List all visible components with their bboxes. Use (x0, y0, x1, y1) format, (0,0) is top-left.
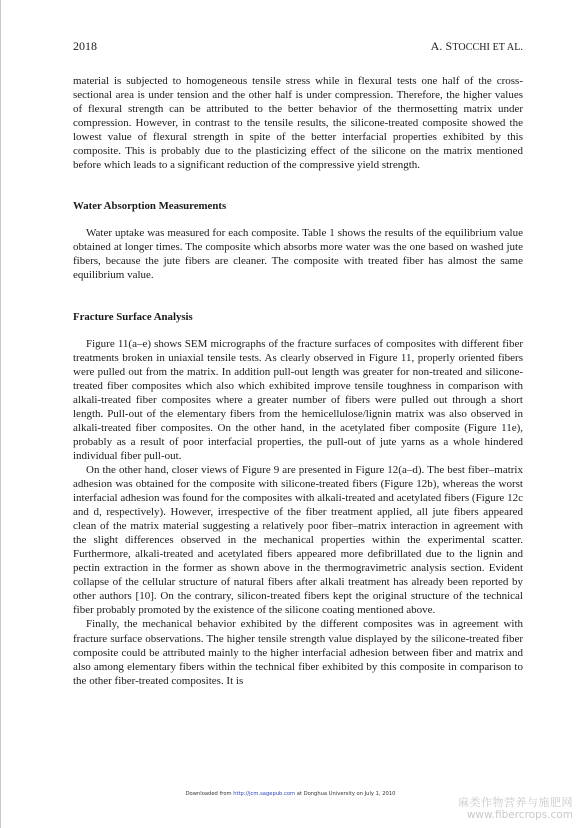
watermark-chinese: 麻类作物营养与施肥网 (458, 796, 573, 809)
watermark-url: www.fibercrops.com (466, 809, 573, 821)
running-author-initial: A. S (430, 39, 453, 53)
paragraph-fracture-2: On the other hand, closer views of Figure 9 are presented in Figure 12(a–d). The best fiber–matrix adhesion was obtained for the composite with silicone-treated fibers (Figure 12b), whereas the worst interfacial adhesion was found for the composites with alkali-treated and acetylated fibers (Figure 12c and d, respectively). However, irrespective of the fiber treatment applied, all jute fibers appeared clean of the matrix material suggesting a relatively poor fiber–matrix interaction in agreement with the slight differences observed in the mechanical properties within the experimental scatter. Furthermore, alkali-treated and acetylated fibers appeared more defibrillated due to the lignin and pectin extraction in the former as shown above in the thermogravimetric analysis section. Evident collapse of the cellular structure of natural fibers after alkali treatment has already been reported by other authors [10]. On the contrary, silicon-treated fibers kept the original structure of the technical fiber probably promoted by the existence of the silicone coating mentioned above. (73, 463, 523, 617)
article-body (73, 74, 523, 688)
watermark (433, 797, 573, 821)
page-edge (0, 0, 1, 828)
paragraph-water-absorption: Water uptake was measured for each composite. Table 1 shows the results of the equilibrium value obtained at longer times. The composite which absorbs more water was the one based on washed jute fibers, because the jute fibers are cleaner. The composite with treated fiber has almost the same equilibrium value. (73, 227, 523, 282)
paragraph-intro: material is subjected to homogeneous tensile stress while in flexural tests one half of the cross-sectional area is under tension and the other half is under compression. Therefore, the higher values of flexural strength can be attributed to the better behavior of the thermosetting matrix under compression. However, in contrast to the tensile results, the silicone-treated composite showed the lowest value of flexural strength in spite of the better interfacial properties exhibited by this composite. This is probably due to the plasticizing effect of the silicone on the matrix mentioned before which leads to a significant reduction of the compressive yield strength. (73, 75, 523, 172)
running-author-rest: TOCCHI ET AL. (452, 42, 523, 53)
footer-link[interactable]: http://jcm.sagepub.com (233, 791, 296, 797)
running-header (73, 39, 523, 54)
page-number: 2018 (73, 39, 97, 53)
paragraph-fracture-1: Figure 11(a–e) shows SEM micrographs of the fracture surfaces of composites with different fiber treatments broken in uniaxial tensile tests. As clearly observed in Figure 11, properly oriented fibers were pulled out from the matrix. In addition pull-out length was greater for non-treated and silicone-treated fiber composites which also which exhibited improve tensile toughness in comparison with alkali-treated fiber composites where a greater number of fibers were pulled out through a short length. Pull-out of the elementary fibers from the hemicellulose/lignin matrix was also observed in alkali-treated fiber composites. On the other hand, in the acetylated fiber composite (Figure 11e), probably as a result of poor interfacial properties, the pull-out of jute yarns as a whole hindered individual fiber pull-out. (73, 337, 523, 462)
paragraph-fracture-3: Finally, the mechanical behavior exhibited by the different composites was in agreement with fracture surface observations. The higher tensile strength value displayed by the silicone-treated fiber composite could be attributed mainly to the higher interfacial adhesion between fiber and matrix and also among elementary fibers within the technical fiber exhibited by this composite in comparison to the other fiber-treated composites. It is (73, 618, 523, 687)
heading-fracture-surface: Fracture Surface Analysis (73, 310, 193, 323)
footer-prefix: Downloaded from (185, 791, 234, 797)
heading-water-absorption: Water Absorption Measurements (73, 200, 227, 213)
footer-suffix: at Donghua University on July 1, 2010 (295, 791, 396, 797)
running-author (431, 39, 523, 54)
